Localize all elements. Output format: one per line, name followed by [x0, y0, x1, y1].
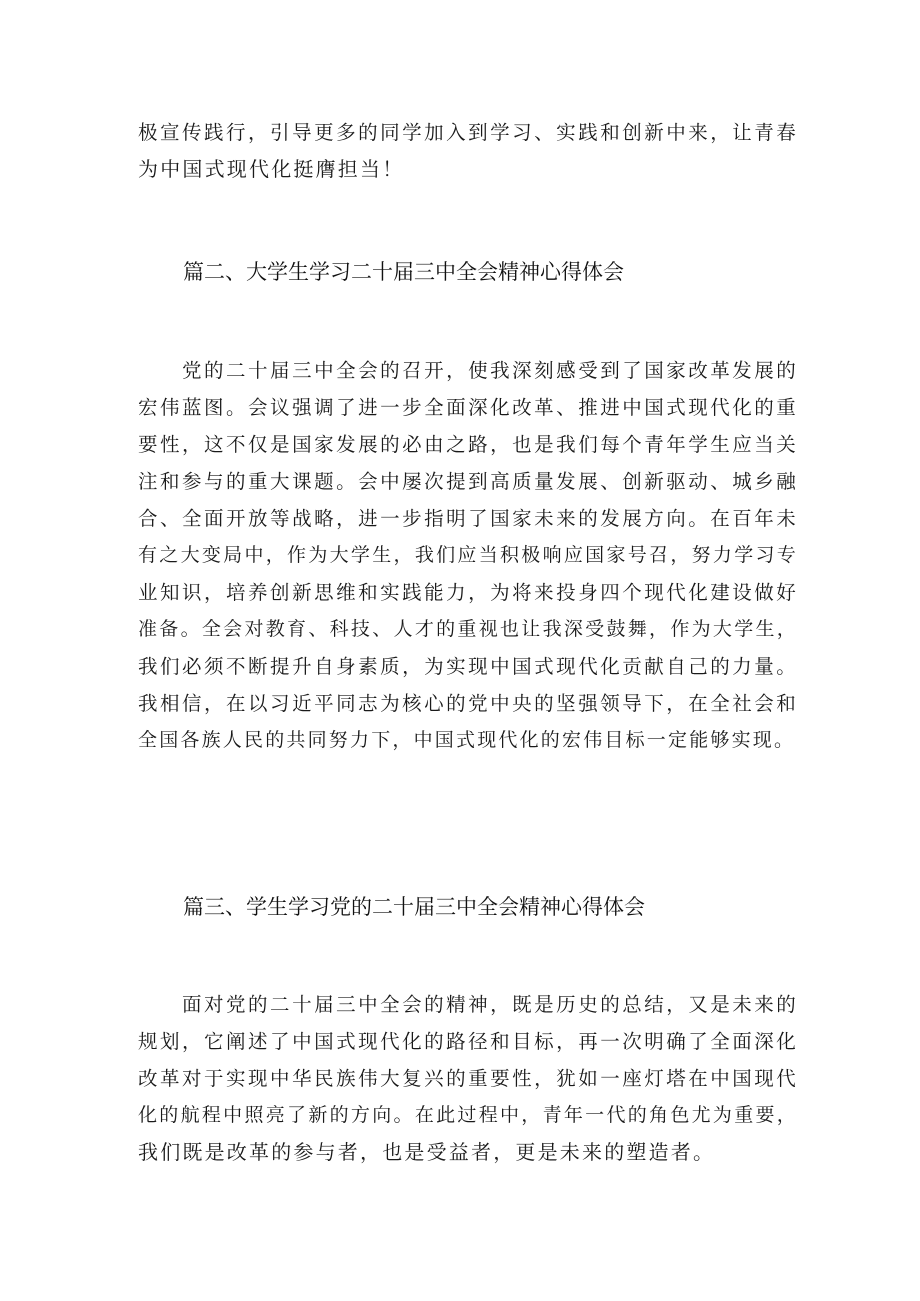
paragraph-line: 宏伟蓝图。会议强调了进一步全面深化改革、推进中国式现代化的重 [138, 396, 798, 419]
paragraph-line: 极宣传践行，引导更多的同学加入到学习、实践和创新中来，让青春 [138, 121, 798, 144]
paragraph-line: 我们必须不断提升自身素质，为实现中国式现代化贡献自己的力量。 [138, 655, 798, 678]
paragraph-line: 我相信，在以习近平同志为核心的党中央的坚强领导下，在全社会和 [138, 692, 798, 715]
paragraph-line: 业知识，培养创新思维和实践能力，为将来投身四个现代化建设做好 [138, 581, 798, 604]
paragraph-line: 党的二十届三中全会的召开，使我深刻感受到了国家改革发展的 [138, 359, 798, 382]
paragraph-line: 我们既是改革的参与者，也是受益者，更是未来的塑造者。 [138, 1140, 716, 1164]
paragraph-line: 规划，它阐述了中国式现代化的路径和目标，再一次明确了全面深化 [138, 1030, 798, 1053]
paragraph-line: 有之大变局中，作为大学生，我们应当积极响应国家号召，努力学习专 [138, 544, 798, 566]
paragraph-line: 合、全面开放等战略，进一步指明了国家未来的发展方向。在百年未 [138, 507, 798, 530]
paragraph-line: 注和参与的重大课题。会中屡次提到高质量发展、创新驱动、城乡融 [138, 470, 798, 493]
paragraph-line: 准备。全会对教育、科技、人才的重视也让我深受鼓舞，作为大学生， [138, 618, 798, 640]
paragraph-line: 为中国式现代化挺膺担当！ [138, 157, 405, 181]
paragraph-line: 要性，这不仅是国家发展的必由之路，也是我们每个青年学生应当关 [138, 433, 798, 456]
paragraph-line: 改革对于实现中华民族伟大复兴的重要性，犹如一座灯塔在中国现代 [138, 1067, 798, 1090]
section-3-paragraph [138, 986, 798, 1171]
section-2-heading: 篇二、大学生学习二十届三中全会精神心得体会 [183, 260, 624, 284]
intro-paragraph [138, 114, 798, 188]
paragraph-line: 面对党的二十届三中全会的精神，既是历史的总结，又是未来的 [138, 993, 798, 1016]
paragraph-line: 全国各族人民的共同努力下，中国式现代化的宏伟目标一定能够实现。 [138, 729, 796, 751]
section-2-paragraph [138, 352, 798, 759]
section-3-heading: 篇三、学生学习党的二十届三中全会精神心得体会 [183, 895, 645, 919]
paragraph-line: 化的航程中照亮了新的方向。在此过程中，青年一代的角色尤为重要， [138, 1104, 798, 1126]
